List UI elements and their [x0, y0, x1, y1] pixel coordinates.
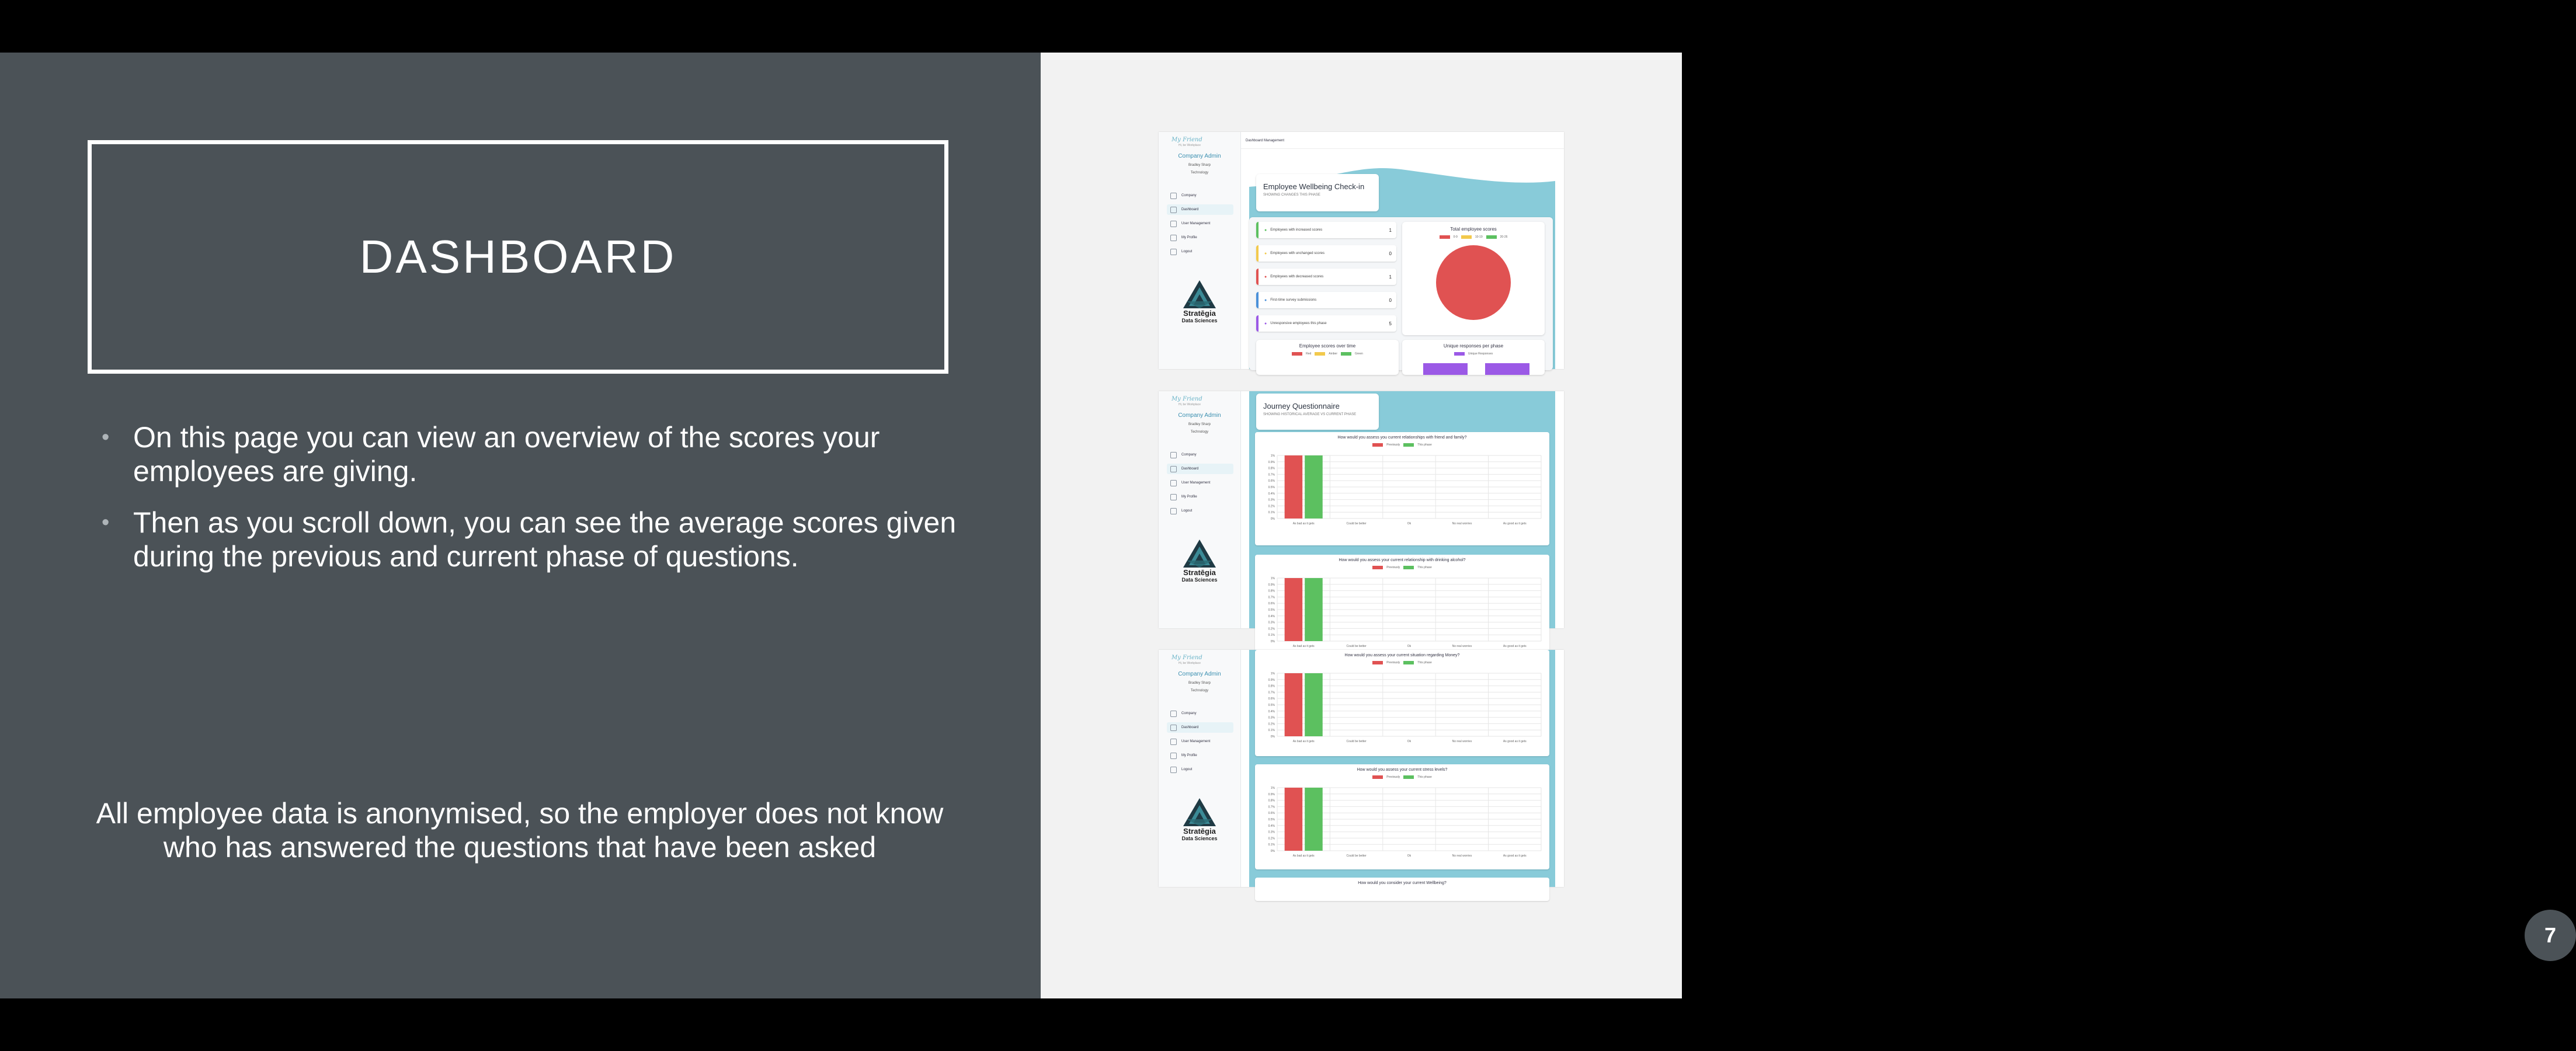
scores-over-time-card [1256, 340, 1399, 375]
warning-icon: ● [1264, 321, 1267, 326]
stat-row [1256, 222, 1396, 238]
arrow-up-icon: ● [1264, 228, 1267, 232]
brand-subtitle: Data Sciences [1181, 577, 1218, 583]
stat-value: 0 [1389, 250, 1392, 256]
bar-chart [1255, 650, 1549, 749]
y-tick-label: 0.6% [1268, 602, 1275, 606]
stat-row [1256, 269, 1396, 285]
sidebar-item-user-management[interactable] [1167, 478, 1233, 488]
y-tick-label: 0.5% [1268, 608, 1275, 612]
stat-value: 1 [1389, 274, 1392, 280]
stat-value: 1 [1389, 227, 1392, 233]
sidebar-item-label: Company [1181, 194, 1197, 197]
bullet-icon: • [102, 510, 110, 535]
legend-label: Previously [1386, 443, 1400, 447]
journey-subtitle: SHOWING HISTORICAL AVERAGE VS CURRENT PHASE [1263, 413, 1357, 416]
y-tick-label: 0% [1270, 640, 1275, 643]
x-tick-label: No real worries [1452, 522, 1472, 526]
questions-main [1241, 650, 1564, 887]
title-frame [88, 140, 948, 374]
sidebar-item-label: My Profile [1181, 495, 1197, 499]
y-tick-label: 0.4% [1268, 492, 1275, 496]
legend-swatch [1461, 235, 1472, 239]
logout-icon [1170, 249, 1177, 255]
user-name: Bradley Sharp [1188, 163, 1211, 167]
question-title: How would you assess your current relationship with drinking alcohol? [1339, 558, 1466, 562]
stat-accent [1256, 269, 1259, 285]
user-department: Technology [1190, 689, 1209, 692]
app-sidebar [1159, 391, 1241, 628]
dashboard-icon [1170, 207, 1177, 213]
y-tick-label: 0.8% [1268, 467, 1275, 471]
sidebar-item-label: Dashboard [1181, 208, 1199, 211]
user-name: Bradley Sharp [1188, 423, 1211, 426]
brand-name: Stratēgia [1183, 827, 1216, 836]
brand-subtitle: Data Sciences [1181, 318, 1218, 323]
user-department: Technology [1190, 171, 1209, 175]
sidebar-heading: Company Admin [1178, 671, 1221, 677]
y-tick-label: 0.1% [1268, 634, 1275, 638]
question-chart-partial [1255, 878, 1549, 901]
y-tick-label: 0.9% [1268, 460, 1275, 464]
y-tick-label: 0.6% [1268, 812, 1275, 816]
unique-responses-card [1402, 340, 1545, 375]
stats-area [1249, 217, 1553, 370]
legend-swatch [1454, 352, 1465, 356]
slide-text-panel [0, 53, 1041, 998]
legend-label: This phase [1417, 775, 1432, 779]
stat-row [1256, 292, 1396, 308]
bullet-item [99, 420, 964, 488]
legend-label: This phase [1417, 443, 1432, 447]
brand-subtitle: Data Sciences [1181, 836, 1218, 841]
my-profile-icon [1170, 235, 1177, 241]
y-tick-label: 0.7% [1268, 596, 1275, 600]
scores-legend [1256, 352, 1399, 356]
bullet-icon: • [102, 425, 110, 450]
stat-label: Unresponsive employees this phase [1270, 322, 1327, 325]
logout-icon [1170, 508, 1177, 514]
bar-chart [1255, 764, 1549, 864]
x-tick-label: As good as it gets [1503, 740, 1527, 743]
company-icon [1170, 711, 1177, 717]
unique-title: Unique responses per phase [1443, 343, 1504, 349]
app-logo-subtext: Hi, be Workplace [1179, 144, 1201, 147]
sidebar-item-company[interactable] [1167, 708, 1233, 719]
stat-accent [1256, 292, 1259, 308]
slide-title: DASHBOARD [359, 231, 677, 283]
bar-previously [1285, 578, 1303, 641]
letterbox-bottom [0, 998, 1682, 1051]
app-sidebar [1159, 650, 1241, 887]
user-management-icon [1170, 739, 1177, 745]
sidebar-item-company[interactable] [1167, 190, 1233, 201]
dashboard-icon [1170, 725, 1177, 731]
legend-label: 20-26 [1500, 235, 1508, 239]
legend-label: Previously [1386, 775, 1400, 779]
x-tick-label: No real worries [1452, 645, 1472, 648]
y-tick-label: 0% [1270, 735, 1275, 739]
y-tick-label: 1% [1270, 786, 1275, 790]
bar-this-phase [1305, 578, 1323, 641]
sidebar-item-label: My Profile [1181, 754, 1197, 757]
y-tick-label: 0.3% [1268, 716, 1275, 720]
question-title: How would you assess your current situation regarding Money? [1344, 653, 1460, 657]
dash-icon: ● [1264, 251, 1267, 256]
pie-legend [1402, 235, 1545, 239]
bullet-text: Then as you scroll down, you can see the average scores given during the previous and current phase of questions. [133, 506, 957, 573]
bullet-text: On this page you can view an overview of the scores your employees are giving. [133, 421, 880, 488]
sidebar-item-label: Dashboard [1181, 726, 1199, 729]
y-tick-label: 0% [1270, 850, 1275, 853]
x-tick-label: Ok [1407, 740, 1412, 743]
legend-label: 10-19 [1475, 235, 1483, 239]
pie-slice [1436, 245, 1511, 320]
y-tick-label: 0.5% [1268, 704, 1275, 707]
legend-swatch [1440, 235, 1450, 239]
question-title: How would you consider your current Wellbeing? [1358, 881, 1447, 885]
dashboard-icon [1170, 466, 1177, 472]
strategia-logo-icon [1182, 279, 1217, 309]
app-logo-subtext: Hi, be Workplace [1179, 662, 1201, 665]
legend-label: Red [1306, 352, 1312, 356]
y-tick-label: 0.1% [1268, 843, 1275, 847]
y-tick-label: 1% [1270, 454, 1275, 458]
divider [1241, 148, 1564, 149]
x-tick-label: As good as it gets [1503, 854, 1527, 858]
sidebar-item-my-profile[interactable] [1167, 750, 1233, 761]
y-tick-label: 0.2% [1268, 627, 1275, 631]
y-tick-label: 0.6% [1268, 697, 1275, 701]
y-tick-label: 0.9% [1268, 583, 1275, 587]
x-tick-label: No real worries [1452, 740, 1472, 743]
stat-accent [1256, 315, 1259, 332]
x-tick-label: No real worries [1452, 854, 1472, 858]
stat-label: Employees with unchanged scores [1270, 252, 1324, 255]
bullet-item [99, 506, 964, 573]
x-tick-label: Could be better [1346, 854, 1367, 858]
y-tick-label: 0.7% [1268, 805, 1275, 809]
journey-screenshot [1159, 391, 1564, 648]
stat-label: First-time survey submissions [1270, 298, 1317, 302]
journey-title: Journey Questionnaire [1263, 402, 1340, 410]
dashboard-screenshot [1159, 132, 1564, 369]
breadcrumb: Dashboard Management [1246, 139, 1285, 142]
sidebar-item-user-management[interactable] [1167, 736, 1233, 747]
sidebar-item-label: Logout [1181, 250, 1193, 253]
bar-this-phase [1305, 788, 1323, 851]
app-logo-text: My Friend [1171, 396, 1202, 402]
app-logo-text: My Friend [1171, 137, 1202, 143]
logout-icon [1170, 767, 1177, 773]
user-name: Bradley Sharp [1188, 681, 1211, 685]
sidebar-item-label: Logout [1181, 509, 1193, 513]
y-tick-label: 0.1% [1268, 729, 1275, 733]
legend-swatch [1486, 235, 1497, 239]
y-tick-label: 0.7% [1268, 691, 1275, 695]
legend-swatch [1292, 352, 1302, 356]
legend-label: Previously [1386, 661, 1400, 664]
sidebar-item-label: Dashboard [1181, 467, 1199, 471]
x-tick-label: As bad as it gets [1292, 740, 1315, 743]
legend-swatch [1341, 352, 1351, 356]
new-icon: ● [1264, 298, 1267, 302]
checkin-card [1256, 174, 1379, 211]
y-tick-label: 0.1% [1268, 511, 1275, 515]
y-tick-label: 0.8% [1268, 799, 1275, 803]
question-chart [1255, 764, 1549, 869]
unique-legend [1402, 352, 1545, 356]
x-tick-label: Ok [1407, 645, 1412, 648]
sidebar-item-dashboard[interactable] [1167, 204, 1233, 215]
sidebar-item-logout[interactable] [1167, 764, 1233, 775]
y-tick-label: 1% [1270, 577, 1275, 580]
anonymity-note: All employee data is anonymised, so the employer does not know who has answered the questions that have been asked [96, 797, 944, 864]
y-tick-label: 1% [1270, 672, 1275, 676]
stat-label: Employees with increased scores [1270, 228, 1323, 232]
user-management-icon [1170, 480, 1177, 486]
company-icon [1170, 452, 1177, 458]
question-chart [1255, 432, 1549, 545]
x-tick-label: As good as it gets [1503, 645, 1527, 648]
bar-previously [1285, 788, 1303, 851]
letterbox-top [0, 0, 1682, 53]
y-tick-label: 0.4% [1268, 709, 1275, 714]
page-number: 7 [2525, 910, 2576, 961]
question-title: How would you assess you current relationships with friend and family? [1337, 436, 1467, 440]
brand-name: Stratēgia [1183, 309, 1216, 318]
x-tick-label: Could be better [1346, 522, 1367, 526]
stat-accent [1256, 222, 1259, 238]
sidebar-item-label: User Management [1181, 481, 1211, 485]
bar-previously [1285, 673, 1303, 736]
x-tick-label: Could be better [1346, 740, 1367, 743]
questions-screenshot [1159, 650, 1564, 887]
dashboard-main [1241, 132, 1564, 369]
bar-this-phase [1305, 673, 1323, 736]
strategia-logo-icon [1182, 538, 1217, 569]
legend-label: Green [1355, 352, 1363, 356]
bar-chart [1255, 432, 1549, 531]
y-tick-label: 0.9% [1268, 792, 1275, 796]
sidebar-item-dashboard[interactable] [1167, 464, 1233, 474]
sidebar-heading: Company Admin [1178, 412, 1221, 419]
y-tick-label: 0.3% [1268, 830, 1275, 834]
y-tick-label: 0.2% [1268, 504, 1275, 509]
x-tick-label: Ok [1407, 522, 1412, 526]
legend-label: Unique Responses [1468, 352, 1493, 356]
y-tick-label: 0.5% [1268, 818, 1275, 822]
unique-bar [1485, 363, 1529, 375]
my-profile-icon [1170, 494, 1177, 500]
brand-block [1159, 538, 1240, 583]
bar-chart [1255, 555, 1549, 654]
user-management-icon [1170, 221, 1177, 227]
x-tick-label: As bad as it gets [1292, 645, 1315, 648]
y-tick-label: 0.3% [1268, 498, 1275, 502]
sidebar-item-label: Company [1181, 453, 1197, 457]
legend-label: 0-9 [1453, 235, 1458, 239]
stat-accent [1256, 245, 1259, 262]
question-chart [1255, 650, 1549, 756]
x-tick-label: As good as it gets [1503, 522, 1527, 526]
y-tick-label: 0.6% [1268, 479, 1275, 483]
unique-bar [1423, 363, 1468, 375]
x-tick-label: As bad as it gets [1292, 522, 1315, 526]
y-tick-label: 0% [1270, 517, 1275, 521]
sidebar-item-label: Company [1181, 712, 1197, 715]
y-tick-label: 0.2% [1268, 722, 1275, 726]
pie-title: Total employee scores [1450, 227, 1497, 232]
brand-block [1159, 797, 1240, 842]
brand-name: Stratēgia [1183, 568, 1216, 577]
x-tick-label: Ok [1407, 854, 1412, 858]
app-logo-subtext: Hi, be Workplace [1179, 403, 1201, 406]
y-tick-label: 0.2% [1268, 837, 1275, 841]
app-sidebar [1159, 132, 1241, 369]
legend-swatch [1315, 352, 1325, 356]
my-profile-icon [1170, 753, 1177, 759]
y-tick-label: 0.7% [1268, 473, 1275, 477]
sidebar-item-logout[interactable] [1167, 246, 1233, 257]
y-tick-label: 0.8% [1268, 589, 1275, 593]
y-tick-label: 0.3% [1268, 621, 1275, 625]
y-tick-label: 0.5% [1268, 486, 1275, 489]
question-title: How would you assess your current stress levels? [1357, 768, 1448, 772]
sidebar-item-user-management[interactable] [1167, 218, 1233, 229]
sidebar-item-dashboard[interactable] [1167, 722, 1233, 733]
checkin-title: Employee Wellbeing Check-in [1263, 182, 1365, 191]
pie-card [1402, 222, 1545, 335]
sidebar-item-my-profile[interactable] [1167, 492, 1233, 502]
app-logo-text: My Friend [1171, 655, 1202, 661]
sidebar-item-company[interactable] [1167, 450, 1233, 460]
scores-over-time-title: Employee scores over time [1299, 343, 1356, 349]
y-tick-label: 0.4% [1268, 824, 1275, 828]
x-tick-label: As bad as it gets [1292, 854, 1315, 858]
bar-this-phase [1305, 455, 1323, 518]
y-tick-label: 0.4% [1268, 614, 1275, 618]
sidebar-item-logout[interactable] [1167, 506, 1233, 516]
stat-row [1256, 245, 1396, 262]
sidebar-item-label: Logout [1181, 768, 1193, 771]
company-icon [1170, 193, 1177, 199]
stat-row [1256, 315, 1396, 332]
user-department: Technology [1190, 430, 1209, 434]
bullet-list [99, 420, 964, 591]
legend-label: Previously [1386, 566, 1400, 569]
legend-label: This phase [1417, 661, 1432, 664]
stat-label: Employees with decreased scores [1270, 275, 1324, 279]
y-tick-label: 0.9% [1268, 678, 1275, 682]
strategia-logo-icon [1182, 797, 1217, 827]
legend-label: This phase [1417, 566, 1432, 569]
checkin-subtitle: SHOWING CHANGES THIS PHASE [1263, 193, 1320, 197]
sidebar-item-label: My Profile [1181, 236, 1197, 239]
sidebar-heading: Company Admin [1178, 153, 1221, 159]
legend-label: Amber [1329, 352, 1337, 356]
brand-block [1159, 279, 1240, 324]
stat-value: 5 [1389, 321, 1392, 326]
bar-previously [1285, 455, 1303, 518]
sidebar-item-my-profile[interactable] [1167, 232, 1233, 243]
x-tick-label: Could be better [1346, 645, 1367, 648]
stat-value: 0 [1389, 297, 1392, 303]
y-tick-label: 0.8% [1268, 684, 1275, 688]
journey-card [1256, 394, 1379, 430]
journey-main [1241, 391, 1564, 648]
arrow-down-icon: ● [1264, 274, 1267, 279]
sidebar-item-label: User Management [1181, 740, 1211, 743]
sidebar-item-label: User Management [1181, 222, 1211, 225]
